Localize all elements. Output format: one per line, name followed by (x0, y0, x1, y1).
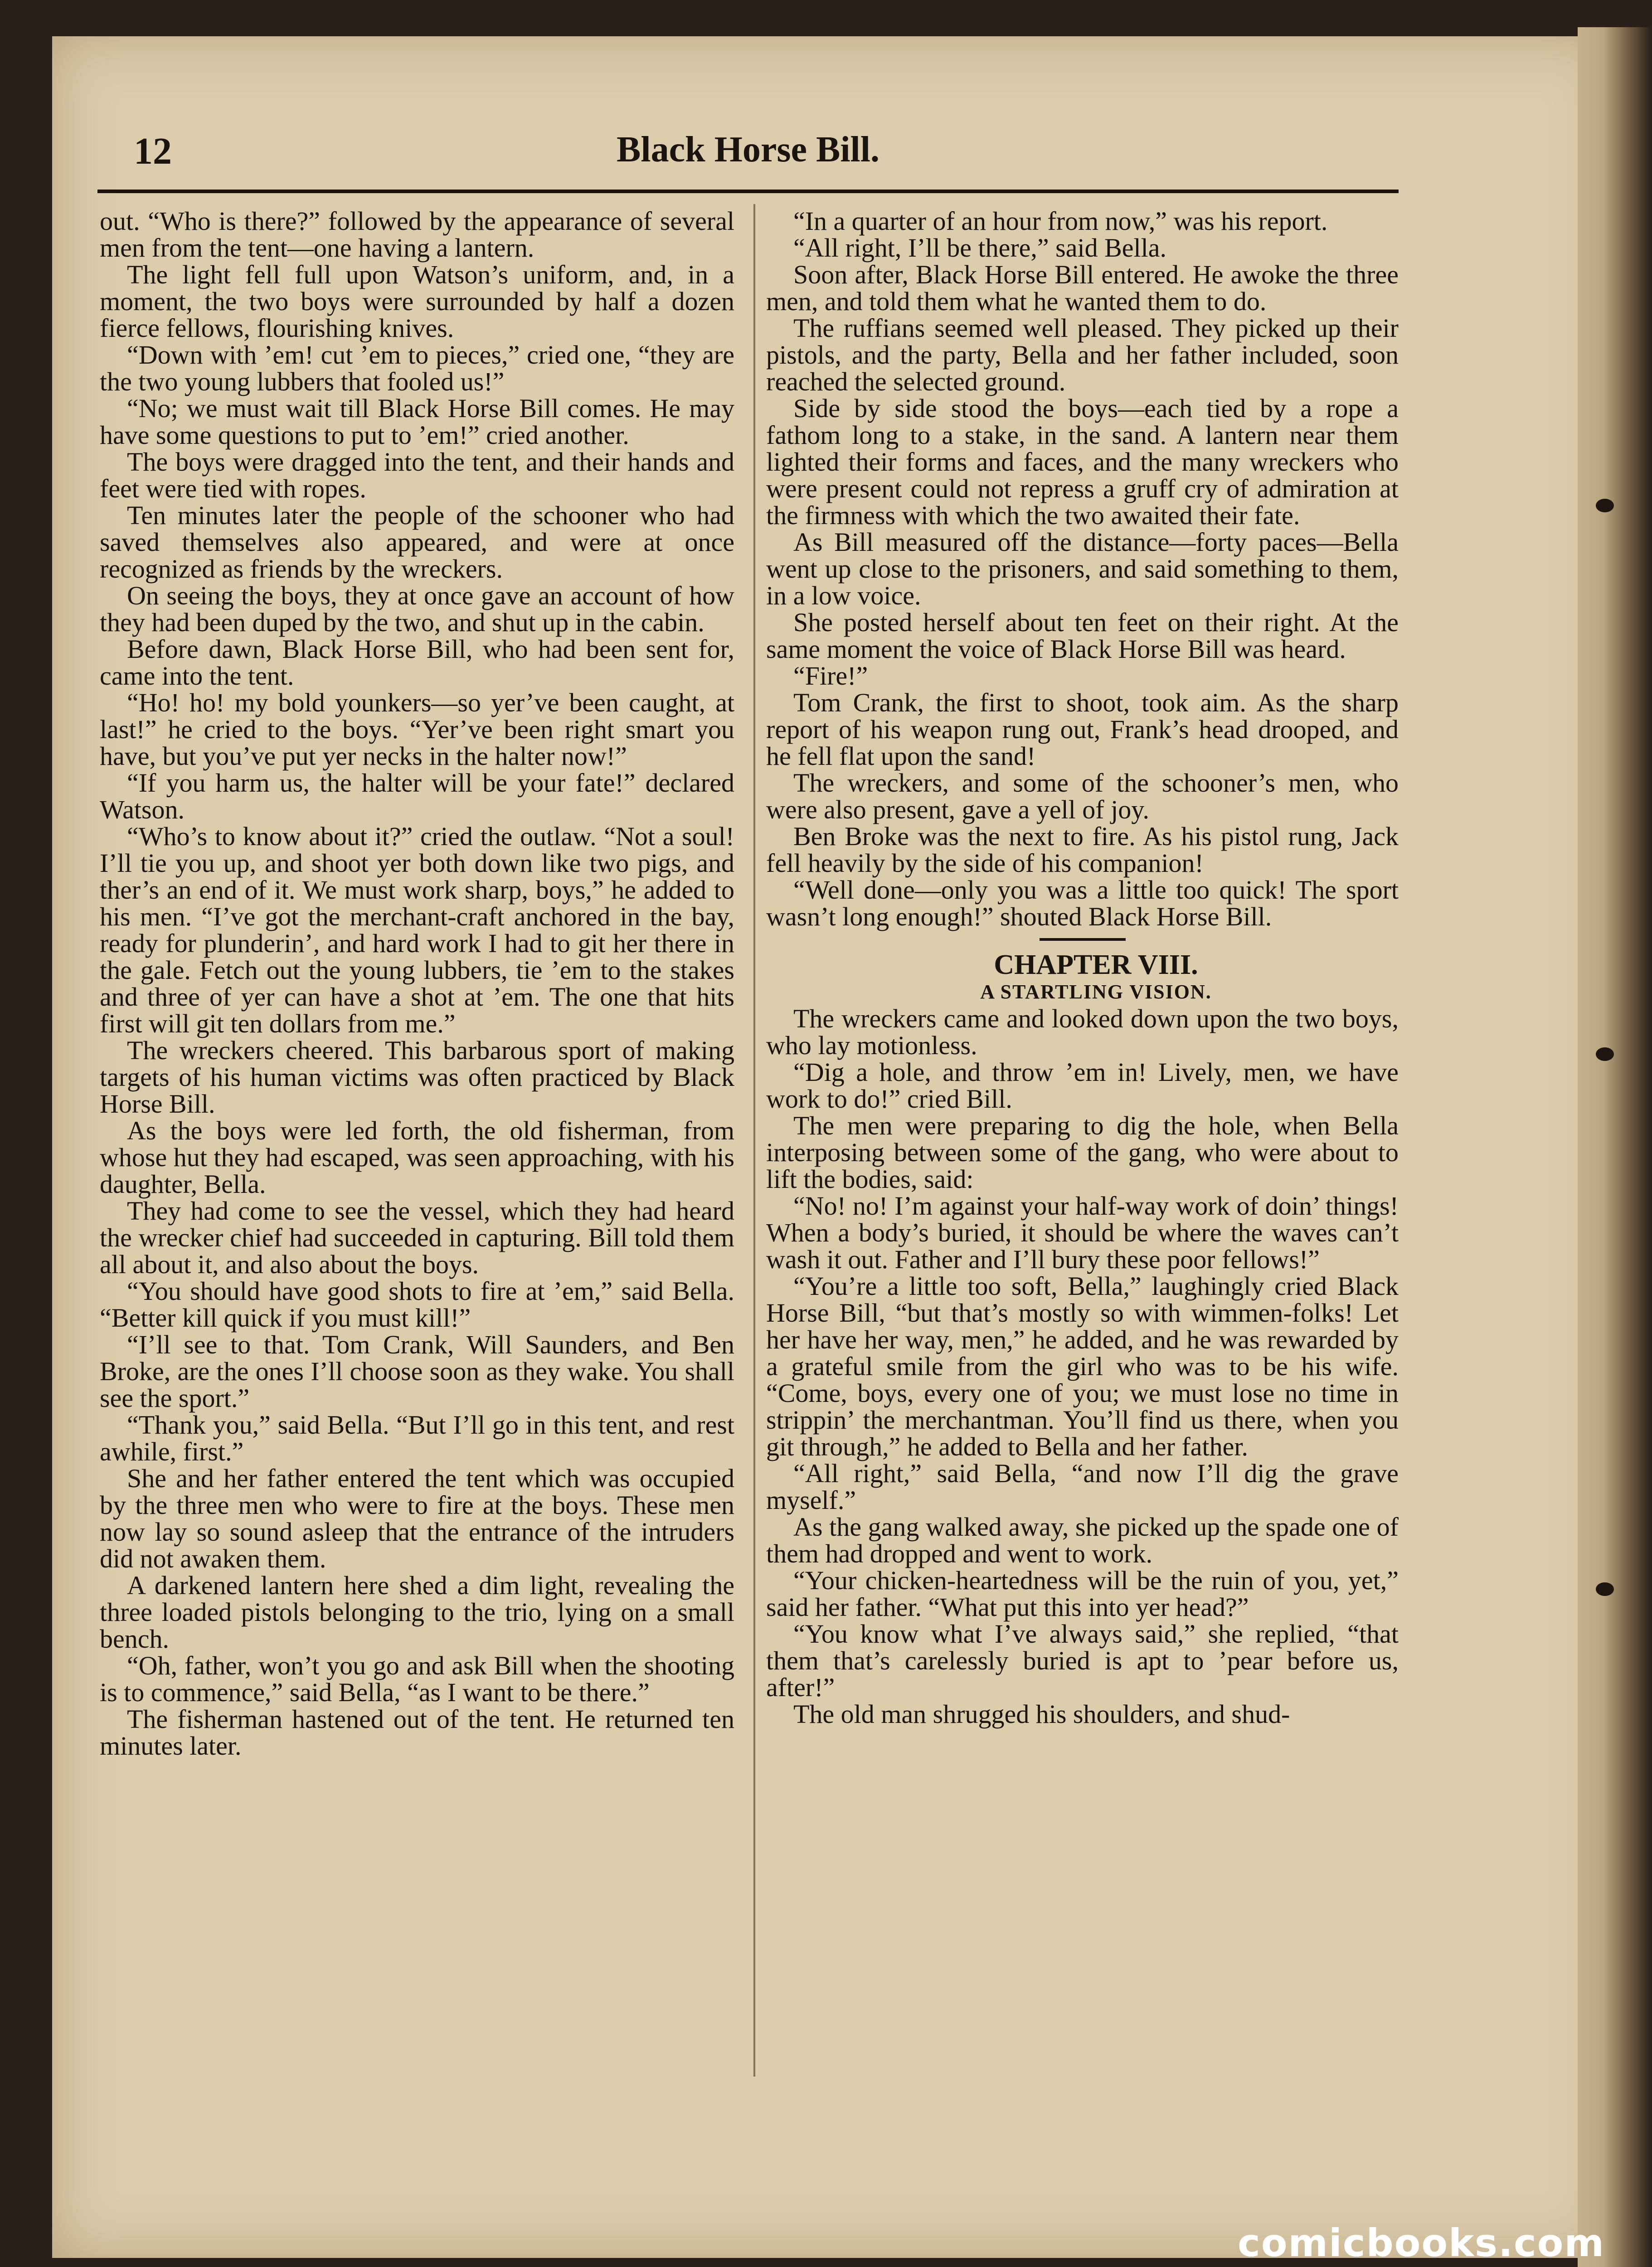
paragraph: “Fire!” (793, 661, 868, 691)
paragraph: Soon after, Black Horse Bill entered. He awoke the three men, and told them what he wanted them to do. (766, 260, 1399, 316)
paragraph: As the boys were led forth, the old fisherman, from whose hut they had escaped, was seen approaching, with his daughter, Bella. (100, 1116, 734, 1199)
header-rule (97, 190, 1399, 193)
running-title: Black Horse Bill. (617, 130, 879, 170)
paragraph: “You’re a little too soft, Bella,” laughingly cried Black Horse Bill, “but that’s mostly so with wimmen-folks! Let her have her way, men,” he added, and he was rewarded by a grateful smile from the girl who was to be his wife. “Come, boys, every one of you; we must lose no time in strippin’ the merchantman. You’ll find us there, when you git through,” he added to Bella and her father. (766, 1271, 1399, 1461)
paragraph: “Ho! ho! my bold younkers—so yer’ve been caught, at last!” he cried to the boys. “Yer’ve been right smart you have, but you’ve put yer necks in the halter now!” (100, 688, 734, 771)
column-divider (753, 204, 755, 2077)
paragraph: She posted herself about ten feet on their right. At the same moment the voice of Black Horse Bill was heard. (766, 608, 1399, 664)
paragraph: “Who’s to know about it?” cried the outlaw. “Not a soul! I’ll tie you up, and shoot yer both down like two pigs, and ther’s an end of it. We must work sharp, boys,” he added to his men. “I’ve got the merchant-craft anchored in the bay, ready for plunderin’, and hard work I had to git her there in the gale. Fetch out the young lubbers, tie ’em to the stakes and three of yer can have a shot at ’em. The one that hits first will git ten dollars from me.” (100, 822, 734, 1038)
paragraph: On seeing the boys, they at once gave an account of how they had been duped by the two, and shut up in the cabin. (100, 581, 734, 637)
section-rule (1040, 938, 1126, 941)
paragraph: As the gang walked away, she picked up the spade one of them had dropped and went to work. (766, 1512, 1399, 1568)
paragraph: “In a quarter of an hour from now,” was his report. (793, 206, 1328, 236)
chapter-title: CHAPTER VIII. (994, 949, 1198, 980)
paragraph: “I’ll see to that. Tom Crank, Will Saunders, and Ben Broke, are the ones I’ll choose soon as they wake. You shall see the sport.” (100, 1330, 734, 1413)
paragraph: She and her father entered the tent which was occupied by the three men who were to fire at the boys. These men now lay so sound asleep that the entrance of the intruders did not awaken them. (100, 1464, 734, 1573)
left-column (100, 208, 734, 1759)
paragraph: “No; we must wait till Black Horse Bill comes. He may have some questions to put to ’em!” cried another. (100, 394, 734, 450)
paragraph: Side by side stood the boys—each tied by a rope a fathom long to a stake, in the sand. A lantern near them lighted their forms and faces, and the many wreckers who were present could not repress a gruff cry of admiration at the firmness with which the two awaited their fate. (766, 394, 1399, 530)
running-head (97, 129, 1399, 175)
binding-hole (1596, 1582, 1614, 1596)
paragraph: The wreckers came and looked down upon the two boys, who lay motionless. (766, 1004, 1399, 1060)
chapter-subtitle: A STARTLING VISION. (980, 981, 1212, 1003)
paragraph: The wreckers, and some of the schooner’s men, who were also present, gave a yell of joy. (766, 768, 1399, 824)
binding-edge (1578, 27, 1652, 2267)
paragraph: “Down with ’em! cut ’em to pieces,” cried one, “they are the two young lubbers that fooled us!” (100, 340, 734, 396)
binding-hole (1596, 1047, 1614, 1061)
paragraph: The ruffians seemed well pleased. They picked up their pistols, and the party, Bella and her father included, soon reached the selected ground. (766, 313, 1399, 396)
paragraph: The men were preparing to dig the hole, when Bella interposing between some of the gang, who were about to lift the bodies, said: (766, 1111, 1399, 1194)
right-column-after-chapter (766, 1005, 1399, 1727)
paragraph: The light fell full upon Watson’s uniform, and, in a moment, the two boys were surrounded by half a dozen fierce fellows, flourishing knives. (100, 260, 734, 343)
paragraph: The boys were dragged into the tent, and their hands and feet were tied with ropes. (100, 447, 734, 503)
paragraph: “Your chicken-heartedness will be the ruin of you, yet,” said her father. “What put this into yer head?” (766, 1566, 1399, 1622)
paragraph: “Well done—only you was a little too quick! The sport wasn’t long enough!” shouted Black Horse Bill. (766, 875, 1399, 931)
paragraph: “You should have good shots to fire at ’em,” said Bella. “Better kill quick if you must kill!” (100, 1276, 734, 1333)
watermark: comicbooks.com (1238, 2221, 1605, 2265)
paragraph: out. “Who is there?” followed by the appearance of several men from the tent—one having a lantern. (100, 206, 734, 263)
paragraph: Tom Crank, the first to shoot, took aim. As the sharp report of his weapon rung out, Frank’s head drooped, and he fell flat upon the sand! (766, 688, 1399, 771)
paragraph: Ben Broke was the next to fire. As his pistol rung, Jack fell heavily by the side of his companion! (766, 822, 1399, 878)
paragraph: The wreckers cheered. This barbarous sport of making targets of his human victims was often practiced by Black Horse Bill. (100, 1036, 734, 1119)
paragraph: “You know what I’ve always said,” she replied, “that them that’s carelessly buried is apt to ’pear before us, after!” (766, 1619, 1399, 1702)
right-column-before-chapter (766, 208, 1399, 930)
paragraph: “Dig a hole, and throw ’em in! Lively, men, we have work to do!” cried Bill. (766, 1057, 1399, 1114)
paragraph: “No! no! I’m against your half-way work of doin’ things! When a body’s buried, it should be where the waves can’t wash it out. Father and I’ll bury these poor fellows!” (766, 1191, 1399, 1274)
paragraph: Ten minutes later the people of the schooner who had saved themselves also appeared, and were at once recognized as friends by the wreckers. (100, 501, 734, 584)
paragraph: “Thank you,” said Bella. “But I’ll go in this tent, and rest awhile, first.” (100, 1410, 734, 1466)
paragraph: The fisherman hastened out of the tent. He returned ten minutes later. (100, 1704, 734, 1761)
paragraph: Before dawn, Black Horse Bill, who had been sent for, came into the tent. (100, 634, 734, 691)
paragraph: As Bill measured off the distance—forty paces—Bella went up close to the prisoners, and said something to them, in a low voice. (766, 527, 1399, 610)
paragraph: “All right,” said Bella, “and now I’ll dig the grave myself.” (766, 1459, 1399, 1515)
paragraph: “Oh, father, won’t you go and ask Bill when the shooting is to commence,” said Bella, “as I want to be there.” (100, 1651, 734, 1707)
paragraph: “If you harm us, the halter will be your fate!” declared Watson. (100, 768, 734, 824)
binding-hole (1596, 499, 1614, 512)
paragraph: The old man shrugged his shoulders, and shud- (793, 1699, 1290, 1729)
paragraph: “All right, I’ll be there,” said Bella. (793, 233, 1166, 263)
right-column (766, 208, 1399, 1727)
paragraph: A darkened lantern here shed a dim light, revealing the three loaded pistols belonging to the trio, lying on a small bench. (100, 1571, 734, 1654)
page-number: 12 (134, 130, 172, 172)
paragraph: They had come to see the vessel, which they had heard the wrecker chief had succeeded in capturing. Bill told them all about it, and also about the boys. (100, 1196, 734, 1279)
